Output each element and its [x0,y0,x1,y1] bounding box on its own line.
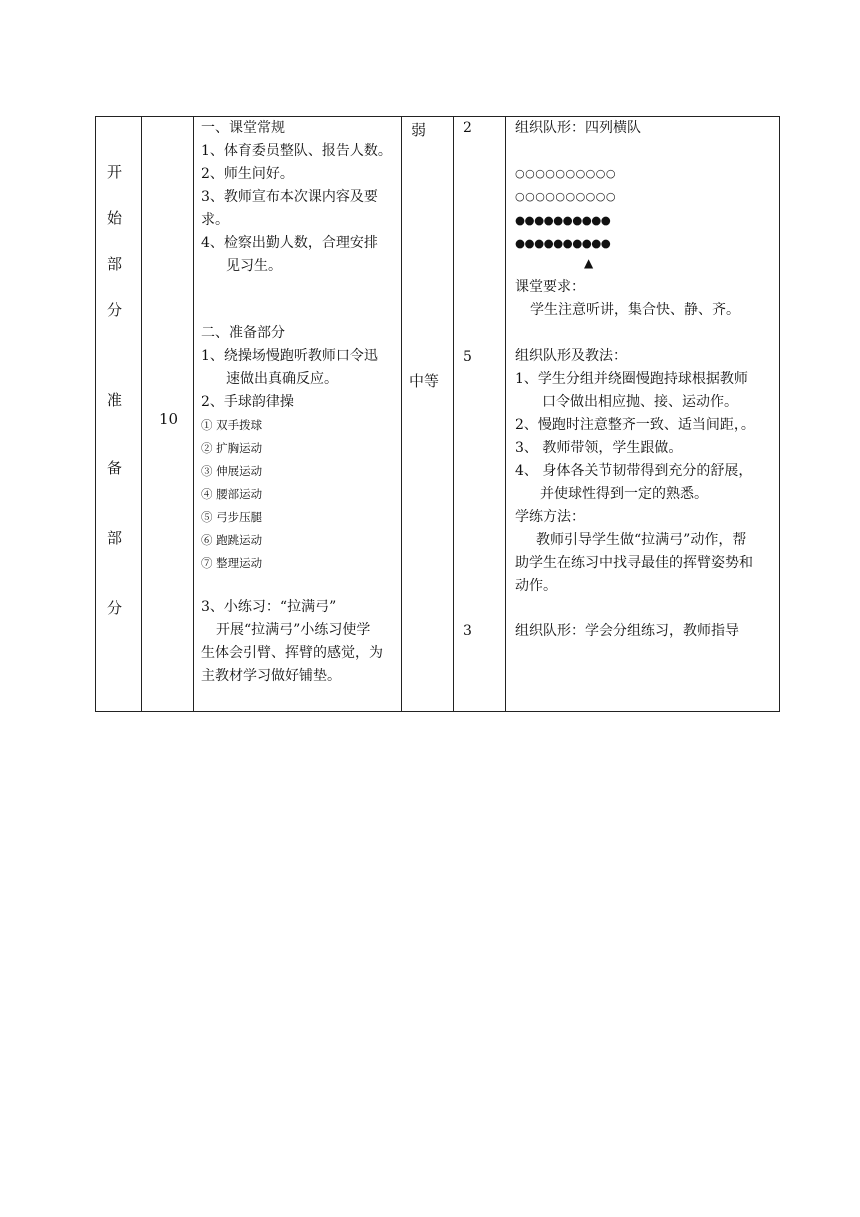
method-item: 口令做出相应抛、接、运动作。 [542,394,738,410]
reps-cell [454,117,506,712]
organization-cell [506,117,780,712]
time-cell [142,117,194,712]
exercise-item: ① 双手拨球 [201,418,263,432]
exercise-item: ⑥ 跑跳运动 [201,533,263,547]
student-row-filled: ●●●●●●●●●● [515,213,611,227]
intensity-value: 弱 [411,121,427,139]
exercise-item: ④ 腰部运动 [201,487,263,501]
practice-heading: 学练方法： [515,509,585,525]
section-char: 开 [107,163,123,181]
lesson-plan-table [95,116,780,712]
table-row [96,117,780,712]
list-item: 1、体育委员整队、报告人数。 [201,143,392,159]
practice-line: 动作。 [515,578,557,594]
practice-line: 助学生在练习中找寻最佳的挥臂姿势和 [515,555,753,571]
list-item: 2、师生问好。 [201,166,294,182]
time-value: 10 [159,410,179,428]
paragraph-line: 生体会引臂、挥臂的感觉，为 [201,645,383,661]
paragraph-line: 主教材学习做好铺垫。 [201,668,341,684]
requirement-heading: 课堂要求： [515,279,585,295]
reps-value: 5 [463,349,472,365]
exercise-item: ③ 伸展运动 [201,464,263,478]
list-item: 速做出真确反应。 [226,371,338,387]
student-row-hollow: ○○○○○○○○○○ [515,167,616,180]
intensity-value: 中等 [409,372,440,390]
section-char: 准 [107,391,123,409]
method-item: 3、 教师带领，学生跟做。 [515,440,683,456]
reps-value: 2 [463,120,472,136]
method-item: 2、慢跑时注意整齐一致、适当间距，。 [515,417,755,433]
practice-line: 教师引导学生做“拉满弓”动作，帮 [536,532,747,548]
student-row-hollow: ○○○○○○○○○○ [515,190,616,203]
section-char: 始 [107,209,123,227]
paragraph-line: 开展“拉满弓”小练习使学 [216,622,371,638]
method-item: 并使球性得到一定的熟悉。 [540,486,708,502]
content-cell [194,117,402,712]
reps-value: 3 [463,623,472,639]
intensity-cell [402,117,454,712]
list-item: 3、教师宣布本次课内容及要 [201,189,378,205]
requirement-text: 学生注意听讲，集合快、静、齐。 [530,302,740,318]
section-char: 分 [107,599,123,617]
exercise-item: ⑦ 整理运动 [201,556,263,570]
list-item: 1、绕操场慢跑听教师口令迅 [201,348,378,364]
part3-heading: 3、小练习：“拉满弓” [201,599,337,615]
formation-label: 组织队形：学会分组练习，教师指导 [515,623,739,639]
student-row-filled: ●●●●●●●●●● [515,236,611,250]
exercise-item: ⑤ 弓步压腿 [201,510,263,524]
method-item: 4、 身体各关节韧带得到充分的舒展， [515,463,753,479]
section-char: 备 [107,459,123,477]
part1-heading: 一、课堂常规 [201,120,285,136]
list-item: 4、检察出勤人数，合理安排 [201,235,378,251]
section-char: 部 [107,529,123,547]
part2-heading: 二、准备部分 [201,325,285,341]
exercise-item: ② 扩胸运动 [201,441,263,455]
list-item: 见习生。 [226,258,282,274]
section-cell [96,117,142,712]
method-item: 1、学生分组并绕圈慢跑持球根据教师 [515,371,748,387]
section-char: 部 [107,255,123,273]
list-item: 2、手球韵律操 [201,394,294,410]
method-heading: 组织队形及教法： [515,348,627,364]
section-char: 分 [107,301,123,319]
formation-label: 组织队形：四列横队 [515,120,641,136]
list-item: 求。 [201,212,229,228]
teacher-triangle-icon: ▲ [584,256,594,270]
